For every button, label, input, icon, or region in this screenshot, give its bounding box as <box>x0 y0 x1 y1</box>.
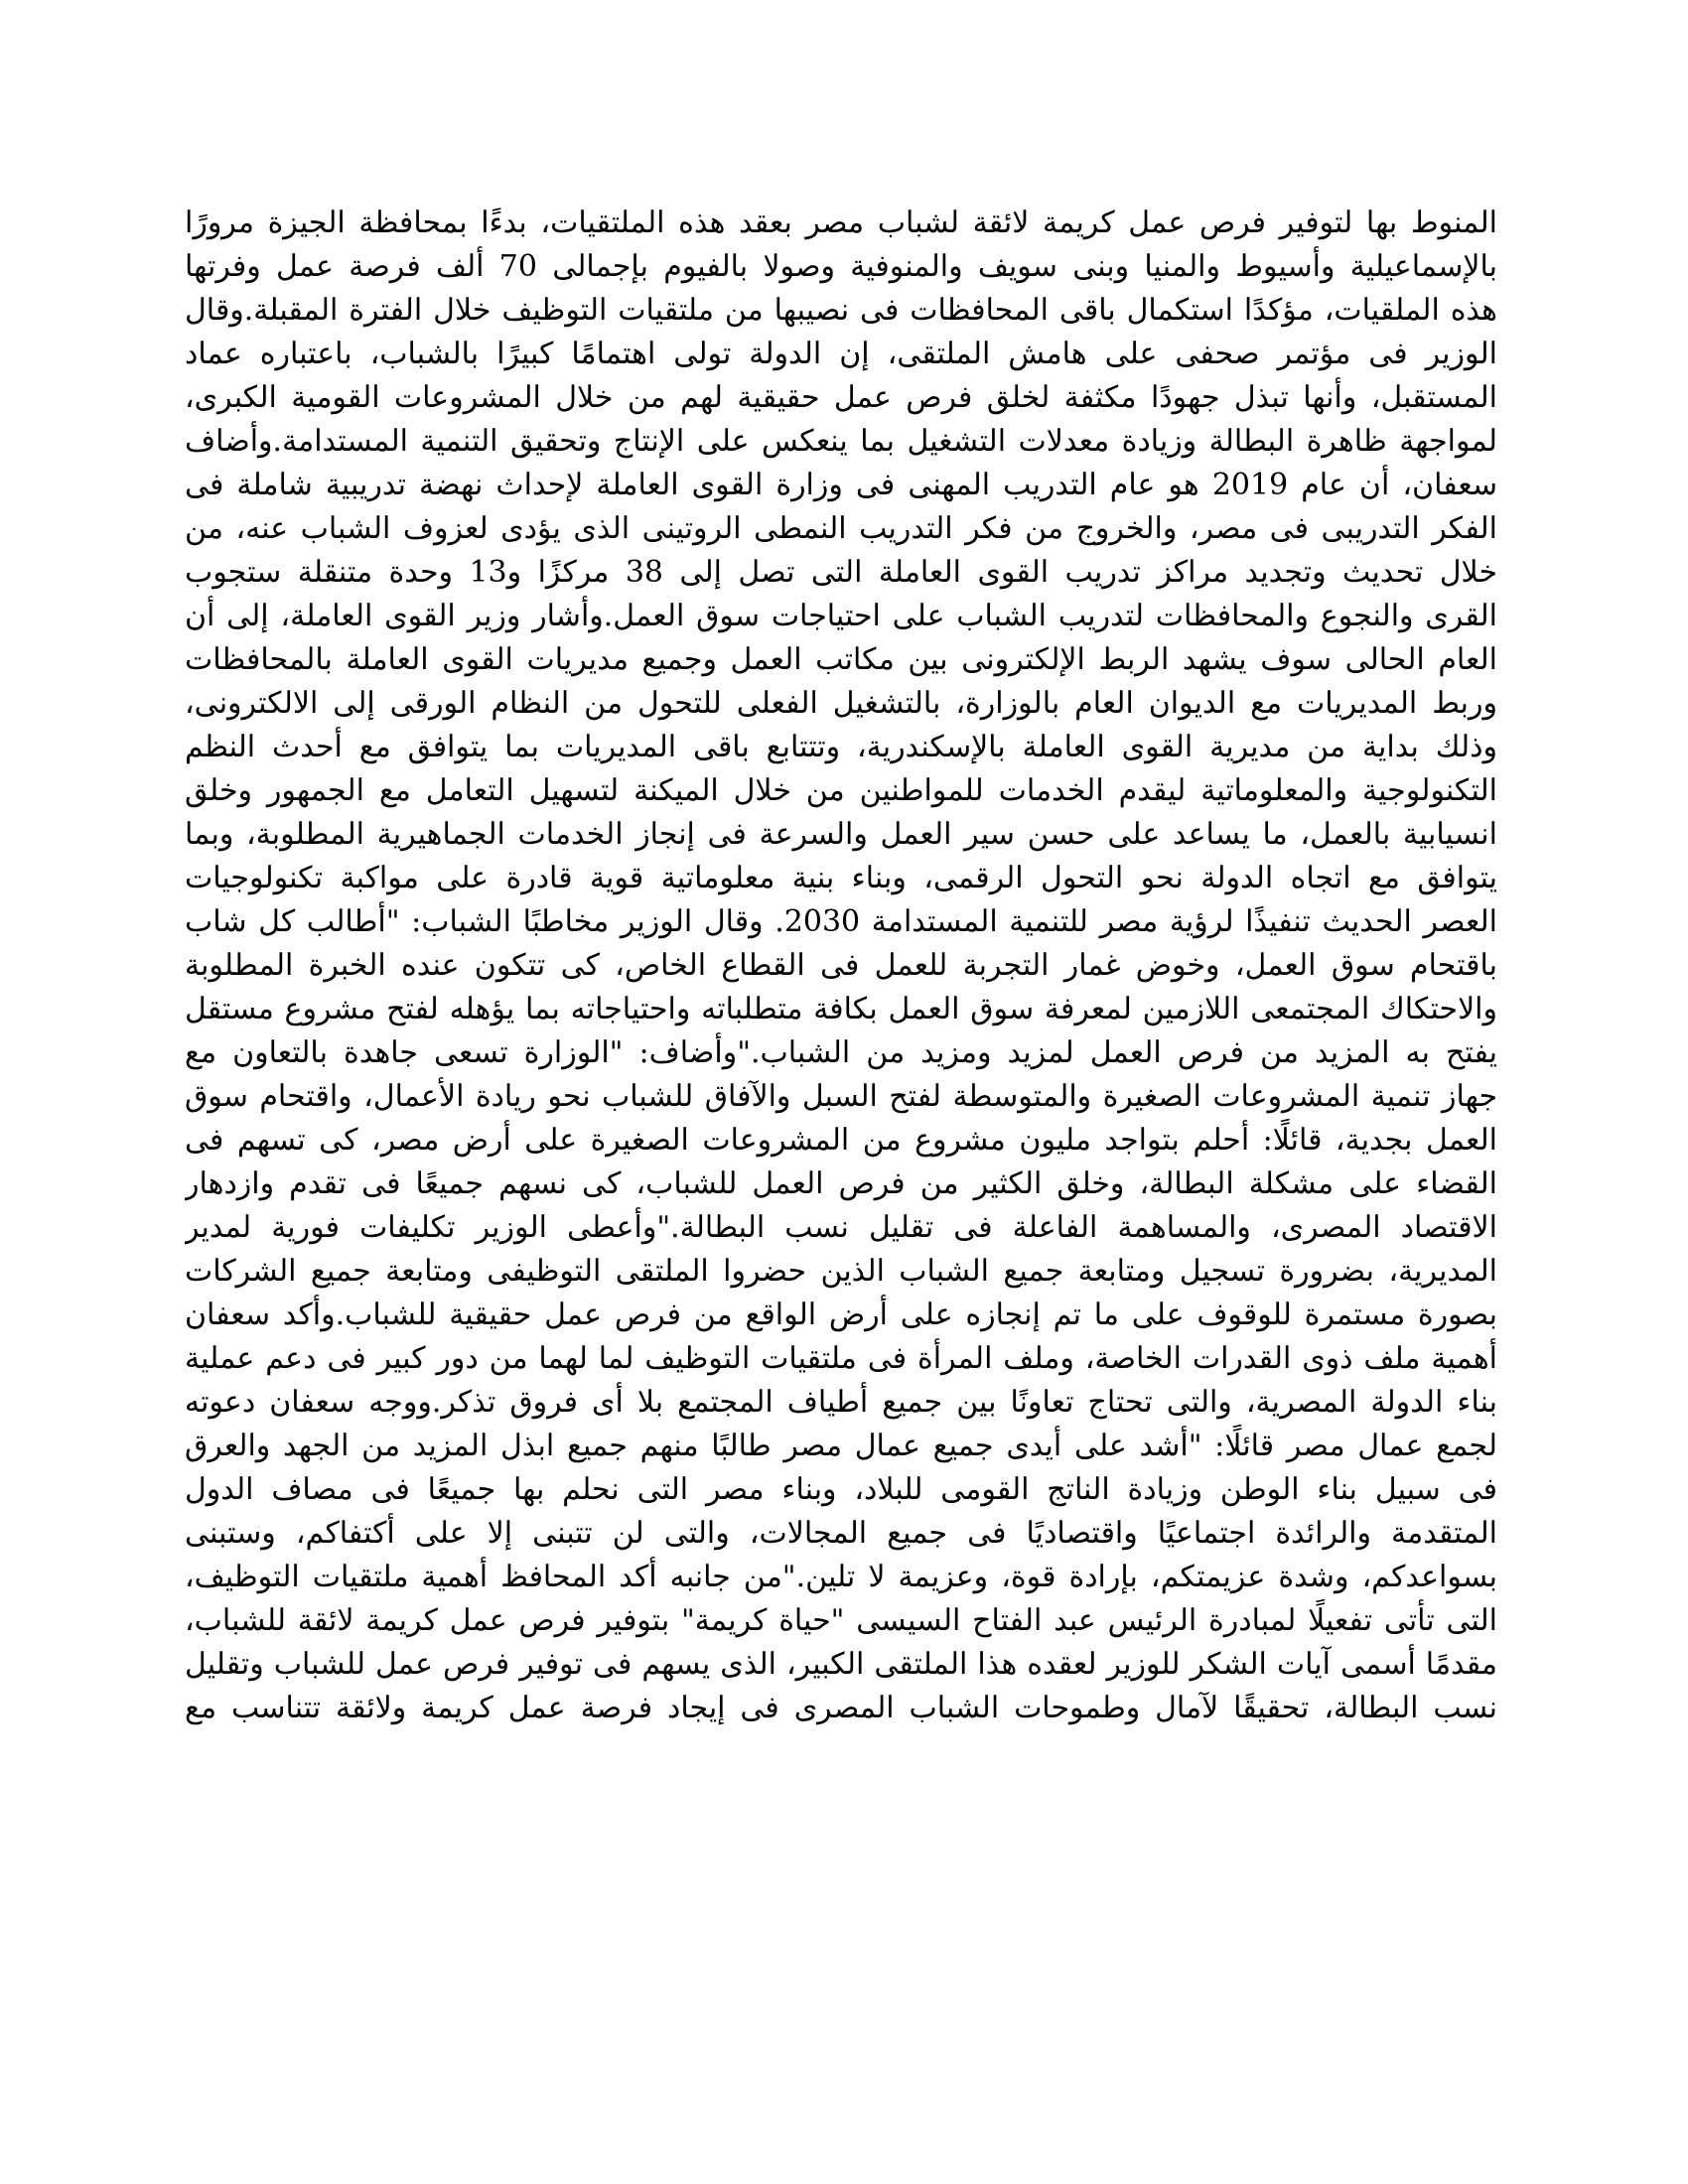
text-line: أهمية ملف ذوى القدرات الخاصة، وملف المرأة فى ملتقيات التوظيف لما لهما من دور كبير فى دعم عملية <box>185 1341 1497 1376</box>
text-line: التكنولوجية والمعلوماتية ليقدم الخدمات للمواطنين من خلال الميكنة لتسهيل التعامل مع الجمهور وخلق <box>185 773 1497 808</box>
text-line: الوزير فى مؤتمر صحفى على هامش الملتقى، إن الدولة تولى اهتمامًا كبيرًا بالشباب، باعتباره عماد <box>185 337 1497 371</box>
text-line: باقتحام سوق العمل، وخوض غمار التجربة للعمل فى القطاع الخاص، كى تتكون عنده الخبرة المطلوبة <box>185 948 1497 983</box>
text-line: المنوط بها لتوفير فرص عمل كريمة لائقة لشباب مصر بعقد هذه الملتقيات، بدءًا بمحافظة الجيزة مرورًا <box>185 205 1497 240</box>
text-line: المتقدمة والرائدة اجتماعيًا واقتصاديًا فى جميع المجالات، والتى لن تتبنى إلا على أكتفاكم، وستبنى <box>185 1516 1497 1551</box>
text-line: بصورة مستمرة للوقوف على ما تم إنجازه على أرض الواقع من فرص عمل حقيقية للشباب.وأكد سعفان <box>185 1297 1497 1332</box>
text-line: المديرية، بضرورة تسجيل ومتابعة جميع الشباب الذين حضروا الملتقى التوظيفى ومتابعة جميع الشركات <box>185 1254 1497 1289</box>
text-line: هذه الملقيات، مؤكدًا استكمال باقى المحافظات فى نصيبها من ملتقيات التوظيف خلال الفترة المقبلة.وقال <box>185 293 1497 328</box>
text-line: العمل بجدية، قائلًا: أحلم بتواجد مليون مشروع من المشروعات الصغيرة على أرض مصر، كى تسهم فى <box>185 1123 1497 1158</box>
text-line: الفكر التدريبى فى مصر، والخروج من فكر التدريب النمطى الروتينى الذى يؤدى لعزوف الشباب عنه، من <box>185 511 1497 546</box>
text-line: الاقتصاد المصرى، والمساهمة الفاعلة فى تقليل نسب البطالة."وأعطى الوزير تكليفات فورية لمدير <box>185 1210 1497 1245</box>
text-line: لمواجهة ظاهرة البطالة وزيادة معدلات التشغيل بما ينعكس على الإنتاج وتحقيق التنمية المستدامة.وأضاف <box>185 424 1497 459</box>
text-line: فى سبيل بناء الوطن وزيادة الناتج القومى للبلاد، وبناء مصر التى نحلم بها جميعًا فى مصاف الدول <box>185 1472 1497 1507</box>
text-line: مقدمًا أسمى آيات الشكر للوزير لعقده هذا الملتقى الكبير، الذى يسهم فى توفير فرص عمل للشباب وتقليل <box>185 1647 1497 1682</box>
text-line: خلال تحديث وتجديد مراكز تدريب القوى العاملة التى تصل إلى 38 مركزًا و13 وحدة متنقلة ستجوب <box>185 555 1497 590</box>
text-line: وربط المديريات مع الديوان العام بالوزارة، بالتشغيل الفعلى للتحول من النظام الورقى إلى الالكترونى، <box>185 686 1497 721</box>
text-line: سعفان، أن عام 2019 هو عام التدريب المهنى فى وزارة القوى العاملة لإحداث نهضة تدريبية شاملة فى <box>185 468 1497 502</box>
text-line: بالإسماعيلية وأسيوط والمنيا وبنى سويف والمنوفية وصولا بالفيوم بإجمالى 70 ألف فرصة عمل وفرتها <box>185 249 1497 284</box>
text-line: القرى والنجوع والمحافظات لتدريب الشباب على احتياجات سوق العمل.وأشار وزير القوى العاملة، إلى أن <box>185 599 1497 633</box>
text-line: المستقبل، وأنها تبذل جهودًا مكثفة لخلق فرص عمل حقيقية لهم من خلال المشروعات القومية الكبرى، <box>185 380 1497 415</box>
text-line: العصر الحديث تنفيذًا لرؤية مصر للتنمية المستدامة 2030. وقال الوزير مخاطبًا الشباب: "أطالب كل شاب <box>185 904 1497 939</box>
text-line: انسيابية بالعمل، ما يساعد على حسن سير العمل والسرعة فى إنجاز الخدمات الجماهيرية المطلوبة، وبما <box>185 817 1497 852</box>
text-line: العام الحالى سوف يشهد الربط الإلكترونى بين مكاتب العمل وجميع مديريات القوى العاملة بالمحافظات <box>185 642 1497 677</box>
text-line: يتوافق مع اتجاه الدولة نحو التحول الرقمى، وبناء بنية معلوماتية قوية قادرة على مواكبة تكنولوجيات <box>185 861 1497 895</box>
text-line: نسب البطالة، تحقيقًا لآمال وطموحات الشباب المصرى فى إيجاد فرصة عمل كريمة ولائقة تتناسب مع <box>185 1691 1497 1725</box>
text-line: جهاز تنمية المشروعات الصغيرة والمتوسطة لفتح السبل والآفاق للشباب نحو ريادة الأعمال، واقتحام سوق <box>185 1079 1497 1114</box>
text-line: بسواعدكم، وشدة عزيمتكم، بإرادة قوة، وعزيمة لا تلين."من جانبه أكد المحافظ أهمية ملتقيات التوظيف، <box>185 1560 1497 1594</box>
text-line: يفتح به المزيد من فرص العمل لمزيد ومزيد من الشباب."وأضاف: "الوزارة تسعى جاهدة بالتعاون مع <box>185 1035 1497 1070</box>
article-body <box>185 202 1497 1730</box>
text-line: لجمع عمال مصر قائلًا: "أشد على أيدى جميع عمال مصر طالبًا منهم جميع ابذل المزيد من الجهد والعرق <box>185 1429 1497 1463</box>
text-line: بناء الدولة المصرية، والتى تحتاج تعاونًا بين جميع أطياف المجتمع بلا أى فروق تذكر.ووجه سعفان دعوته <box>185 1385 1497 1420</box>
text-line: التى تأتى تفعيلًا لمبادرة الرئيس عبد الفتاح السيسى "حياة كريمة" بتوفير فرص عمل كريمة لائقة للشباب، <box>185 1603 1497 1638</box>
text-line: القضاء على مشكلة البطالة، وخلق الكثير من فرص العمل للشباب، كى نسهم جميعًا فى تقدم وازدهار <box>185 1166 1497 1201</box>
text-line: وذلك بداية من مديرية القوى العاملة بالإسكندرية، وتتتابع باقى المديريات بما يتوافق مع أحدث النظم <box>185 730 1497 764</box>
text-line: والاحتكاك المجتمعى اللازمين لمعرفة سوق العمل بكافة متطلباته واحتياجاته بما يؤهله لفتح مشروع مستقل <box>185 992 1497 1026</box>
